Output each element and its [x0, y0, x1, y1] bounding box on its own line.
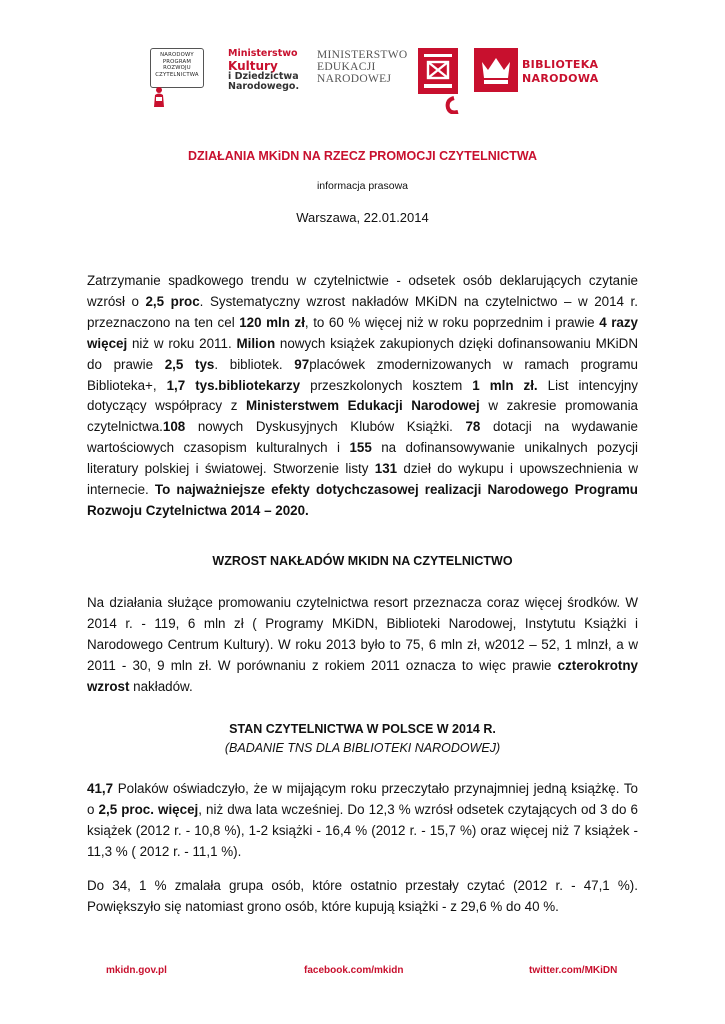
mkidn-logo-line: i Dziedzictwa	[228, 70, 299, 82]
nprcz-logo-line: CZYTELNICTWA	[155, 71, 199, 78]
mkidn-logo-line: Ministerstwo	[228, 48, 298, 59]
mkidn-logo	[228, 49, 308, 109]
nprcz-logo	[150, 48, 208, 108]
section-heading-funding: WZROST NAKŁADÓW MKIDN NA CZYTELNICTWO	[212, 554, 513, 568]
bn-logo-line: NARODOWA	[522, 72, 599, 85]
bn-logo-line: BIBLIOTEKA	[522, 58, 599, 71]
footer-link-facebook[interactable]: facebook.com/mkidn	[304, 965, 404, 976]
men-logo	[317, 49, 407, 109]
men-logo-line: EDUKACJI	[317, 61, 376, 73]
document-title: DZIAŁANIA MKiDN NA RZECZ PROMOCJI CZYTELNICTWA	[187, 149, 538, 163]
nprcz-logo-box	[150, 48, 204, 88]
men-logo-line: NARODOWEJ	[317, 73, 392, 85]
men-logo-line: MINISTERSTWO	[317, 49, 408, 61]
crown-mark-icon	[474, 48, 518, 92]
footer-link-website[interactable]: mkidn.gov.pl	[106, 965, 167, 976]
section-heading-readership: STAN CZYTELNICTWA W POLSCE W 2014 R.	[229, 722, 496, 736]
nprcz-logo-line: NARODOWY	[160, 52, 194, 58]
readership-paragraph-2: Do 34, 1 % zmalała grupa osób, które ostatnio przestały czytać (2012 r. - 47,1 %). Powiększyło się natomiast grono osób, które kupują książki - z 29,6 % do 40 %.	[87, 878, 638, 914]
nprcz-logo-line: PROGRAM	[162, 58, 192, 65]
intro-paragraph: Zatrzymanie spadkowego trendu w czytelnictwie - odsetek osób deklarujących czytanie wzrósł o 2,5 proc. Systematyczny wzrost nakładów MKiDN na czytelnictwo – w 2014 r. przeznaczono na ten cel 120 mln zł, to 60 % więcej niż w roku poprzednim i prawie 4 razy więcej niż w roku 2011. Milion nowych książek zakupionych dzięki dofinansowaniu MKiDN do prawie 2,5 tys. bibliotek. 97placówek zmodernizowanych w ramach programu Biblioteka+, 1,7 tys.bibliotekarzy przeszkolonych kosztem 1 mln zł. List intencyjny dotyczący współpracy z Ministerstwem Edukacji Narodowej w zakresie promowania czytelnictwa.108 nowych Dyskusyjnych Klubów Książki. 78 dotacji na wydawanie wartościowych czasopism kulturalnych i 155 na dofinansowywanie unikalnych pozycji literatury polskiej i światowej. Stworzenie listy 131 dzieł do wykupu i upowszechnienia w internecie. To najważniejsze efekty dotychczasowej realizacji Narodowego Programu Rozwoju Czytelnictwa 2014 – 2020.	[87, 273, 639, 518]
logo-bar	[0, 44, 725, 114]
mkidn-logo-line: Kultury	[228, 58, 278, 73]
funding-paragraph: Na działania służące promowaniu czytelnictwa resort przeznacza coraz więcej środków. W 2014 r. - 119, 6 mln zł ( Programy MKiDN, Biblioteki Narodowej, Instytutu Książki i Narodowego Centrum Kultury). W roku 2013 było to 75, 6 mln zł, w2012 – 52, 1 mlnzł, a w 2011 - 30, 9 mln zł. W porównaniu z rokiem 2011 oznacza to więc prawie czterokrotny wzrost nakładów.	[87, 595, 638, 694]
dateline: Warszawa, 22.01.2014	[296, 210, 429, 225]
biblioteka-narodowa-text	[522, 58, 599, 86]
section-subheading-readership: (BADANIE TNS DLA BIBLIOTEKI NARODOWEJ)	[224, 741, 501, 755]
mkidn-logo-line: Narodowego.	[228, 81, 300, 92]
footer-link-twitter[interactable]: twitter.com/MKiDN	[529, 965, 618, 976]
instytut-ksiazki-mark-icon	[418, 48, 462, 114]
nprcz-logo-line: ROZWOJU	[163, 65, 191, 72]
reader-figure-icon	[152, 86, 166, 108]
document-subtitle: informacja prasowa	[316, 180, 409, 192]
readership-paragraph: 41,7 Polaków oświadczyło, że w mijającym roku przeczytało przynajmniej jedną książkę. To o 2,5 proc. więcej, niż dwa lata wcześniej. Do 12,3 % wzrósł odsetek czytających od 3 do 6 książek (2012 r. - 10,8 %), 1-2 książki - 16,4 % (2012 r. - 15,7 %) oraz więcej niż 7 książek - 11,3 % ( 2012 r. - 11,1 %).	[87, 781, 638, 859]
biblioteka-narodowa-logo	[474, 48, 599, 98]
instytut-ksiazki-logo	[418, 48, 462, 114]
